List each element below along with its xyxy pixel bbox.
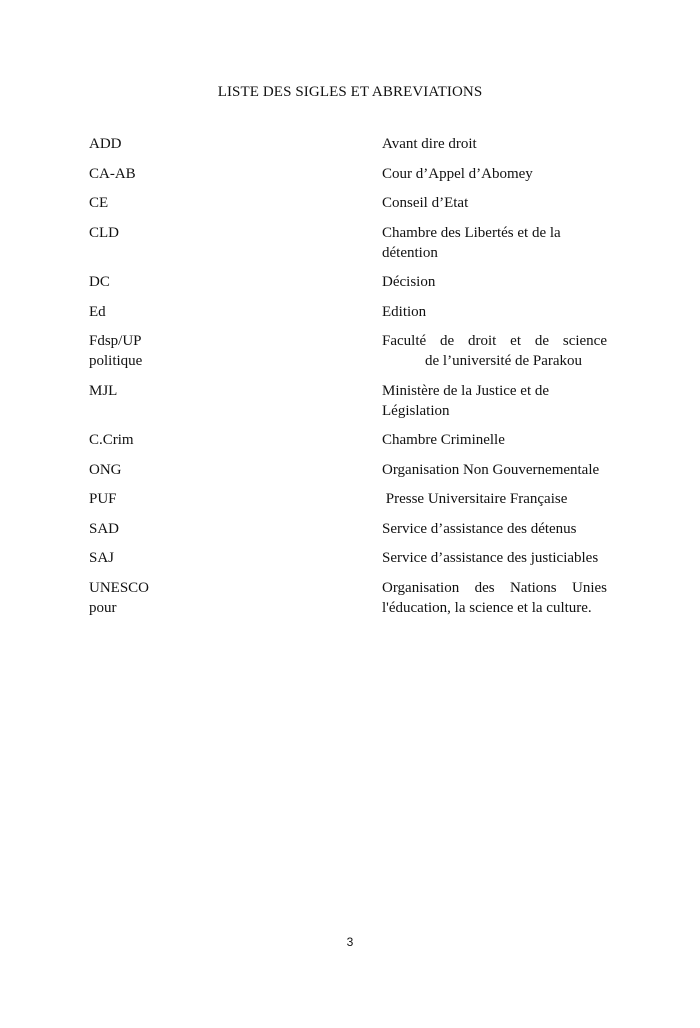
abbreviation: SAD <box>89 520 120 537</box>
list-item <box>89 272 609 292</box>
abbreviation: UNESCO pour <box>89 579 150 616</box>
definition: Cour d’Appel d’Abomey <box>382 165 533 182</box>
list-item <box>89 548 609 568</box>
abbreviation: Ed <box>89 303 106 320</box>
definition: Ministère de la Justice et de Législation <box>382 382 550 419</box>
definition: Organisation des Nations Unies l'éducation, la science et la culture. <box>382 579 607 616</box>
definition: Décision <box>382 274 436 290</box>
definition: Edition <box>382 303 427 320</box>
definition: Avant dire droit <box>382 136 477 152</box>
definition: Presse Universitaire Française <box>382 491 568 507</box>
page-title: LISTE DES SIGLES ET ABREVIATIONS <box>217 84 483 100</box>
list-item <box>89 430 609 450</box>
definition: Service d’assistance des justiciables <box>382 550 599 566</box>
abbreviation: DC <box>89 274 110 290</box>
list-item <box>89 519 609 539</box>
abbreviation: CA-AB <box>89 165 136 182</box>
list-item <box>89 460 609 480</box>
abbreviation: MJL <box>89 382 118 399</box>
definition: Faculté de droit et de science de l’université de Parakou <box>382 333 607 369</box>
list-item <box>89 134 609 154</box>
abbreviation: ONG <box>89 461 122 478</box>
definition: Organisation Non Gouvernementale <box>382 461 600 478</box>
list-item <box>89 164 609 184</box>
list-item <box>89 331 609 371</box>
abbreviation: C.Crim <box>89 432 134 448</box>
abbreviation: PUF <box>89 491 117 507</box>
abbreviation-list <box>89 134 609 627</box>
list-item <box>89 489 609 509</box>
abbreviation: Fdsp/UP politique <box>89 333 143 369</box>
list-item <box>89 302 609 322</box>
abbreviation: ADD <box>89 136 122 152</box>
definition: Chambre Criminelle <box>382 432 505 448</box>
abbreviation: CE <box>89 195 109 211</box>
list-item <box>89 193 609 213</box>
definition: Conseil d’Etat <box>382 195 469 211</box>
list-item <box>89 381 609 421</box>
list-item <box>89 223 609 263</box>
page-number: 3 <box>346 935 354 949</box>
abbreviation: CLD <box>89 224 119 241</box>
abbreviation: SAJ <box>89 550 115 566</box>
definition: Service d’assistance des détenus <box>382 520 577 537</box>
definition: Chambre des Libertés et de la détention <box>382 224 561 261</box>
list-item <box>89 578 609 618</box>
